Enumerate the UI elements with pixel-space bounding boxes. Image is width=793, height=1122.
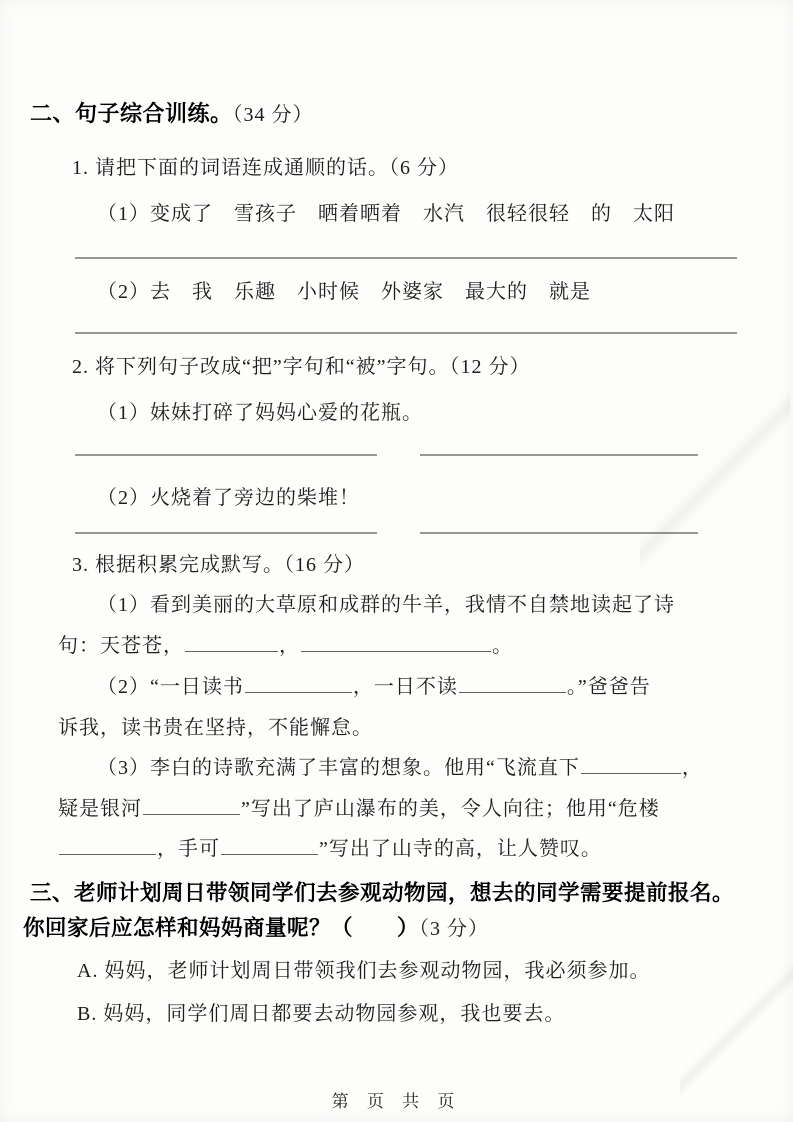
answer-line [75, 257, 737, 259]
fill-in-blank [221, 848, 318, 855]
question-3-item-2-line-1 [97, 674, 651, 700]
question-3-item-3-line-1 [97, 755, 703, 781]
footer-page-label: 第 页 共 页 [331, 1092, 462, 1111]
text-segment: （2）“一日读书 [97, 676, 244, 698]
section-three-heading-line-2 [23, 915, 489, 943]
paper-crease [640, 380, 790, 580]
choice-option-b: B. 妈妈，同学们周日都要去动物园参观，我也要去。 [77, 1003, 566, 1025]
choice-option-a: A. 妈妈，老师计划周日带领我们去参观动物园，我必须参加。 [77, 960, 651, 982]
text-segment: ”写出了庐山瀑布的美，令人向往；他用“危楼 [241, 798, 660, 820]
text-segment: ， [681, 757, 703, 779]
section-three-score: （3 分） [419, 918, 490, 940]
text-segment: 疑是银河 [58, 798, 142, 820]
question-3-item-3-line-2 [58, 796, 660, 822]
question-3-item-3-line-3 [58, 836, 602, 862]
text-segment: 。 [492, 635, 513, 657]
answer-line [75, 332, 737, 334]
section-two-score: （34 分） [232, 104, 314, 126]
fill-in-blank [459, 686, 566, 693]
question-3-item-2-line-2: 诉我，读书贵在坚持，不能懈怠。 [58, 717, 373, 739]
text-segment: ，手可 [157, 838, 220, 860]
text-segment: ”写出了山寺的高，让人赞叹。 [319, 838, 602, 860]
question-3-item-1-line-2 [58, 633, 513, 659]
text-segment: 。”爸爸告 [566, 676, 651, 698]
answer-line [420, 454, 698, 456]
fill-in-blank [185, 645, 278, 652]
fill-in-blank [245, 686, 352, 693]
question-2-sentence-1: （1）妹妹打碎了妈妈心爱的花瓶。 [97, 402, 423, 424]
section-three-heading-line-1: 三、老师计划周日带领同学们去参观动物园，想去的同学需要提前报名。 [30, 881, 735, 905]
question-2-sentence-2: （2）火烧着了旁边的柴堆！ [97, 487, 360, 509]
question-3-item-1-line-1: （1）看到美丽的大草原和成群的牛羊，我情不自禁地读起了诗 [97, 594, 675, 616]
question-3-heading: 3. 根据积累完成默写。（16 分） [72, 554, 365, 576]
fill-in-blank [581, 767, 681, 774]
section-two-heading [30, 100, 314, 129]
answer-line [420, 532, 698, 534]
text-segment: ，一日不读 [352, 676, 458, 698]
text-segment: （3）李白的诗歌充满了丰富的想象。他用“飞流直下 [97, 757, 580, 779]
fill-in-blank [301, 645, 491, 652]
fill-in-blank [143, 808, 240, 815]
text-segment: ， [279, 635, 300, 657]
question-1-word-bank-2: （2）去 我 乐趣 小时候 外婆家 最大的 就是 [97, 281, 591, 303]
text-segment: 句：天苍苍， [58, 635, 184, 657]
fill-in-blank [59, 848, 156, 855]
answer-line [75, 532, 377, 534]
answer-line [75, 454, 377, 456]
section-three-question: 你回家后应怎样和妈妈商量呢？（ ） [23, 916, 420, 940]
section-two-title: 二、句子综合训练。 [30, 101, 233, 126]
question-1-word-bank-1: （1）变成了 雪孩子 晒着晒着 水汽 很轻很轻 的 太阳 [97, 203, 675, 225]
question-1-heading: 1. 请把下面的词语连成通顺的话。（6 分） [72, 157, 459, 179]
question-2-heading: 2. 将下列句子改成“把”字句和“被”字句。（12 分） [72, 356, 531, 378]
paper-crease [680, 960, 793, 1100]
